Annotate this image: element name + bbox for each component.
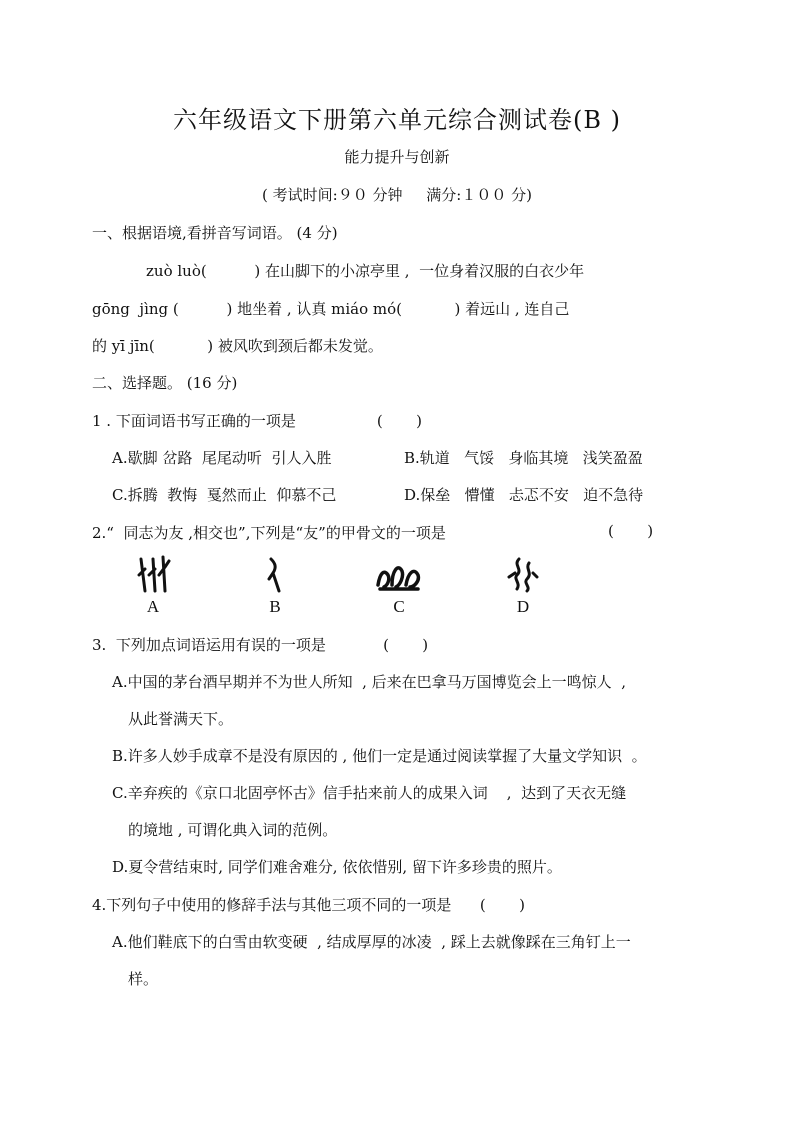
oracle-label-a: A xyxy=(146,597,160,616)
oracle-option-b xyxy=(250,555,300,625)
oracle-label-c: C xyxy=(393,597,405,616)
q3-option-a-line1: A.中国的茅台酒早期并不为世人所知 , 后来在巴拿马万国博览会上一鸣惊人 , xyxy=(112,673,626,691)
q4-stem: 4.下列句子中使用的修辞手法与其他三项不同的一项是 ( ) xyxy=(92,896,526,914)
oracle-glyph-a-icon xyxy=(135,555,171,595)
q3-option-c-line1: C.辛弃疾的《京口北固亭怀古》信手拈来前人的成果入词 , 达到了天衣无缝 xyxy=(112,784,627,802)
exam-title: 六年级语文下册第六单元综合测试卷(B ) xyxy=(173,106,621,134)
section1-line-3: 的 yī jīn( ) 被风吹到颈后都未发觉。 xyxy=(92,337,383,355)
oracle-option-c xyxy=(374,555,424,625)
q4-option-a-line1: A.他们鞋底下的白雪由软变硬 , 结成厚厚的冰凌 , 踩上去就像踩在三角钉上一 xyxy=(112,933,631,951)
section1-line-1: zuò luò( ) 在山脚下的小凉亭里 , 一位身着汉服的白衣少年 xyxy=(146,262,585,280)
oracle-option-a xyxy=(128,555,178,625)
q2-answer-paren: ( ) xyxy=(608,522,654,540)
exam-subtitle: 能力提升与创新 xyxy=(344,148,450,166)
q4-option-a-line2: 样。 xyxy=(128,970,159,988)
oracle-glyph-b-icon xyxy=(257,555,293,595)
section2-heading: 二、选择题。 (16 分) xyxy=(92,374,238,392)
q3-option-b: B.许多人妙手成章不是没有原因的 , 他们一定是通过阅读掌握了大量文学知识 。 xyxy=(112,747,647,765)
oracle-glyph-c-icon xyxy=(374,555,424,595)
q1-option-a: A.歇脚 岔路 尾尾动听 引人入胜 xyxy=(112,449,332,467)
q3-stem: 3. 下列加点词语运用有误的一项是 ( ) xyxy=(92,636,429,654)
q1-option-b: B.轨道 气馁 身临其境 浅笑盈盈 xyxy=(404,449,643,467)
exam-time-score: ( 考试时间:９０ 分钟 满分:１００ 分) xyxy=(262,186,532,204)
section1-heading: 一、根据语境,看拼音写词语。 (4 分) xyxy=(92,224,338,242)
section1-line-2: gōng jìng ( ) 地坐着 , 认真 miáo mó( ) 着远山 , 连自己 xyxy=(92,300,570,318)
q3-option-d: D.夏令营结束时, 同学们难舍难分, 依依惜别, 留下许多珍贵的照片。 xyxy=(112,858,562,876)
oracle-label-d: D xyxy=(516,597,530,616)
q1-option-d: D.保垒 懵懂 忐忑不安 迫不急待 xyxy=(404,486,644,504)
oracle-option-d xyxy=(498,555,548,625)
q3-option-a-line2: 从此誉满天下。 xyxy=(128,710,234,728)
oracle-glyph-d-icon xyxy=(505,555,541,595)
q1-stem: 1 . 下面词语书写正确的一项是 ( ) xyxy=(92,412,422,430)
q1-option-c: C.拆腾 教悔 戛然而止 仰慕不己 xyxy=(112,486,337,504)
q2-stem: 2.“ 同志为友 ,相交也”,下列是“友”的甲骨文的一项是 xyxy=(92,524,446,542)
q3-option-c-line2: 的境地 , 可谓化典入词的范例。 xyxy=(128,821,338,839)
oracle-bone-options xyxy=(128,555,548,625)
oracle-label-b: B xyxy=(269,597,281,616)
